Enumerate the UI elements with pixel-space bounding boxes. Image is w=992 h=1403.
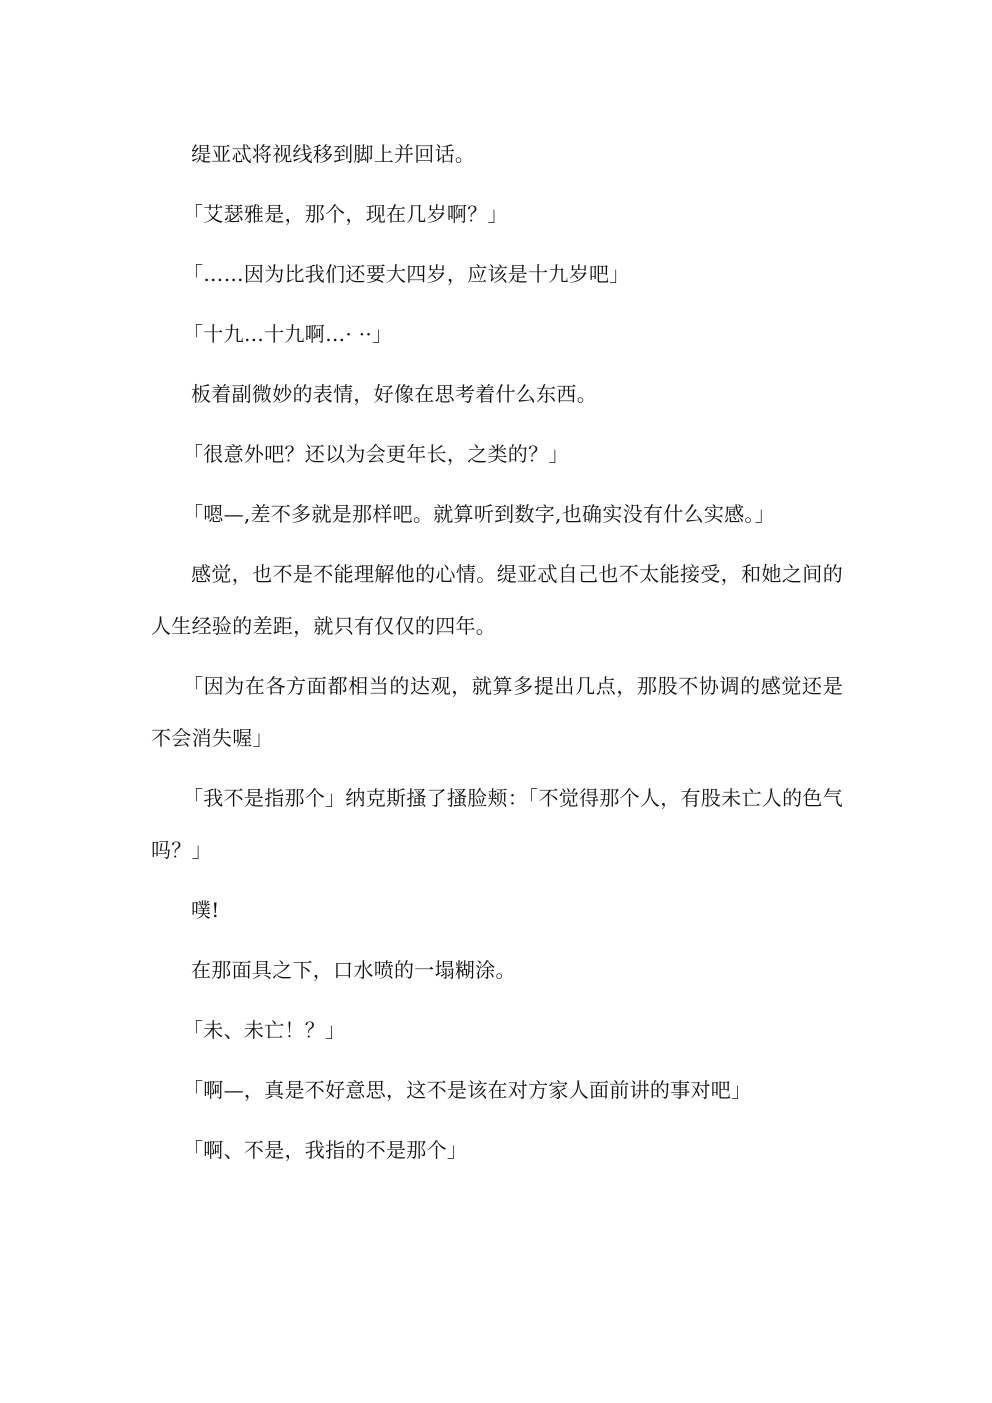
paragraph-narration: 噗! xyxy=(191,898,220,922)
paragraph-dialog: 「十九…十九啊…· ··」 xyxy=(183,322,393,346)
paragraph-narration: 感觉，也不是不能理解他的心情。缇亚忒自己也不太能接受，和她之间的人生经验的差距，就只有仅仅的四年。 xyxy=(151,562,843,638)
paragraph-dialog: 「嗯—,差不多就是那样吧。就算听到数字,也确实没有什么实感。」 xyxy=(183,502,776,526)
paragraph-dialog: 「艾瑟雅是，那个，现在几岁啊？」 xyxy=(183,202,508,226)
paragraph-dialog: 「……因为比我们还要大四岁，应该是十九岁吧」 xyxy=(183,262,630,286)
paragraph-dialog: 「我不是指那个」纳克斯搔了搔脸颊：「不觉得那个人，有股未亡人的色气吗？」 xyxy=(151,786,843,862)
paragraph-narration: 板着副微妙的表情，好像在思考着什么东西。 xyxy=(191,382,597,406)
paragraph-dialog: 「未、未亡！？」 xyxy=(183,1018,346,1042)
paragraph-narration: 缇亚忒将视线移到脚上并回话。 xyxy=(191,142,476,166)
document-page xyxy=(151,128,843,1184)
paragraph-narration: 在那面具之下，口水喷的一塌糊涂。 xyxy=(191,958,516,982)
paragraph-dialog: 「啊、不是，我指的不是那个」 xyxy=(183,1138,468,1162)
paragraph-dialog: 「啊—，真是不好意思，这不是该在对方家人面前讲的事对吧」 xyxy=(183,1078,752,1102)
paragraph-dialog: 「很意外吧？还以为会更年长，之类的？」 xyxy=(183,442,569,466)
paragraph-dialog: 「因为在各方面都相当的达观，就算多提出几点，那股不协调的感觉还是不会消失喔」 xyxy=(151,674,843,750)
